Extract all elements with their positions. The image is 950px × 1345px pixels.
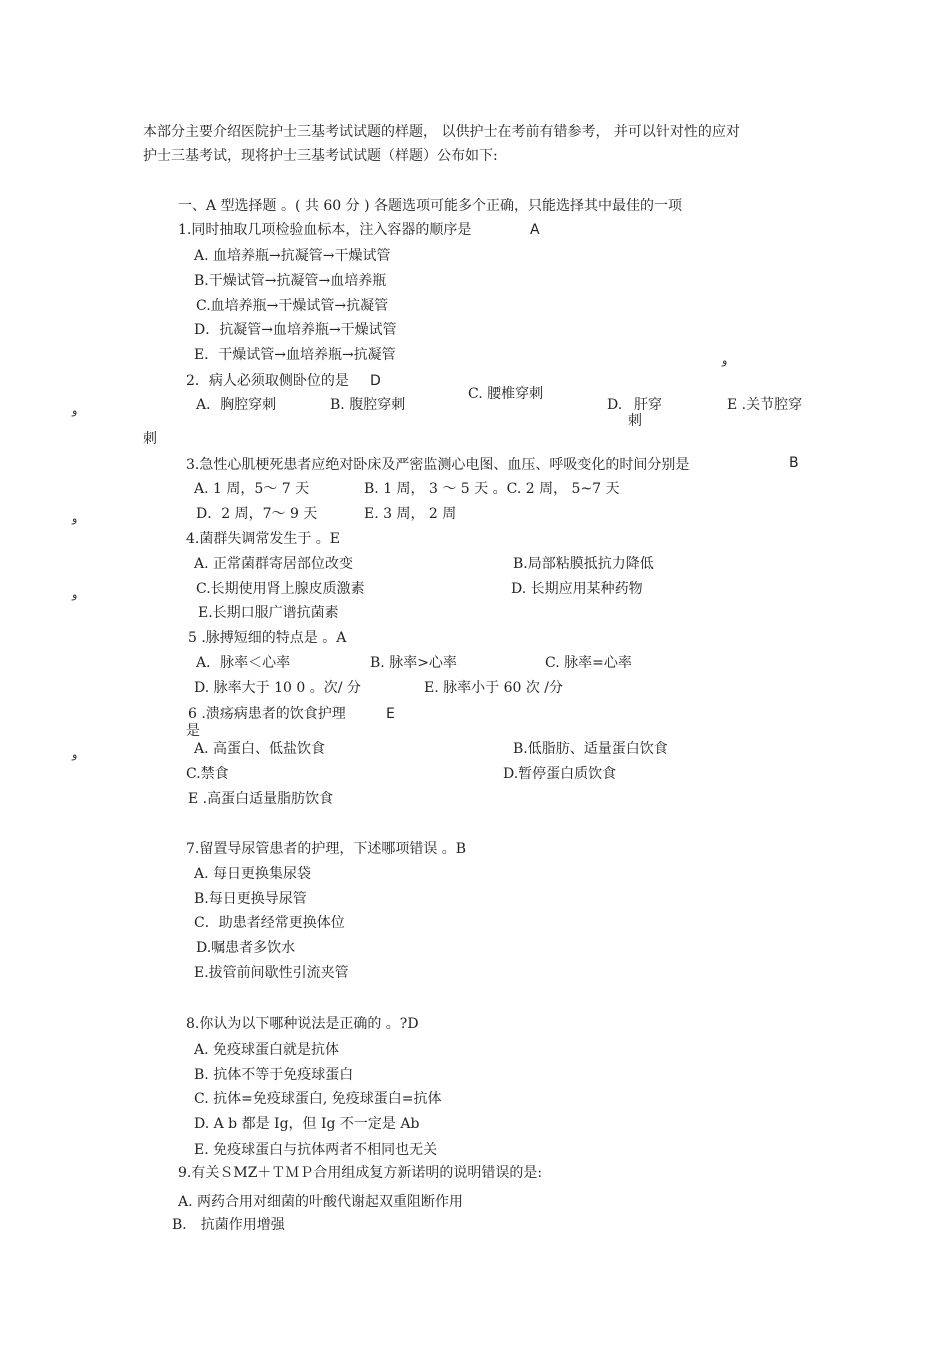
- section-heading: 一、A 型选择题 。( 共 60 分 ) 各题选项可能多个正确，只能选择其中最佳的一项: [178, 198, 682, 214]
- q3-answer: B: [789, 455, 799, 471]
- stray-mark: و: [72, 588, 78, 601]
- q8-option-c: C. 抗体=免疫球蛋白, 免疫球蛋白=抗体: [194, 1091, 442, 1107]
- q2-option-e-wrap: 刺: [143, 431, 157, 447]
- q6-stem-wrap: 是: [186, 723, 200, 739]
- q1-answer: A: [530, 222, 540, 238]
- q6-option-c: C.禁食: [186, 766, 229, 782]
- q2-option-d-letter: D.: [607, 397, 623, 413]
- q5-option-e: E. 脉率小于 60 次 /分: [424, 680, 564, 696]
- q1-option-c: C.血培养瓶→干燥试管→抗凝管: [196, 298, 389, 314]
- q9-stem: 9.有关ＳMZ＋ＴＭＰ合用组成复方新诺明的说明错误的是:: [178, 1165, 543, 1181]
- q6-option-b: B.低脂肪、适量蛋白饮食: [513, 741, 668, 757]
- q7-option-c: C．助患者经常更换体位: [194, 915, 345, 931]
- q6-answer: E: [386, 706, 395, 722]
- q3-stem: 3.急性心肌梗死患者应绝对卧床及严密监测心电图、血压、呼吸变化的时间分别是: [186, 457, 690, 473]
- q7-option-d: D.嘱患者多饮水: [196, 940, 296, 956]
- q2-option-d-wrap: 刺: [628, 413, 642, 429]
- q2-option-e: E .关节腔穿: [727, 397, 803, 413]
- stray-mark: و: [722, 354, 728, 367]
- stray-mark: و: [72, 404, 78, 417]
- q5-option-d: D. 脉率大于 10 0 。次/ 分: [194, 680, 361, 696]
- q5-option-a: A．脉率＜心率: [196, 655, 291, 671]
- q7-stem: 7.留置导尿管患者的护理，下述哪项错误 。B: [186, 841, 467, 857]
- q8-option-a: A. 免疫球蛋白就是抗体: [194, 1042, 340, 1058]
- q3-option-a: A. 1 周，5～ 7 天: [194, 481, 310, 497]
- q8-option-b: B. 抗体不等于免疫球蛋白: [194, 1067, 354, 1083]
- q2-stem: 2．病人必须取侧卧位的是: [186, 373, 349, 389]
- q3-option-d: D．2 周，7～ 9 天: [196, 506, 318, 522]
- q4-option-d: D. 长期应用某种药物: [511, 581, 643, 597]
- q4-stem: 4.菌群失调常发生于 。E: [186, 531, 341, 547]
- q3-option-b-c: B. 1 周， 3 ～ 5 天 。C. 2 周， 5~7 天: [364, 481, 620, 497]
- q7-option-a: A. 每日更换集尿袋: [194, 866, 312, 882]
- q6-option-e: E .高蛋白适量脂肪饮食: [188, 791, 334, 807]
- q6-option-a: A. 高蛋白、低盐饮食: [194, 741, 326, 757]
- q1-stem: 1.同时抽取几项检验血标本，注入容器的顺序是: [178, 222, 472, 238]
- q8-option-e: E. 免疫球蛋白与抗体两者不相同也无关: [194, 1142, 438, 1158]
- q5-stem: 5 .脉搏短细的特点是 。A: [188, 630, 347, 646]
- q2-option-c: C. 腰椎穿刺: [468, 386, 544, 402]
- q1-option-d: D．抗凝管→血培养瓶→干燥试管: [194, 322, 397, 338]
- q1-option-b: B.干燥试管→抗凝管→血培养瓶: [194, 273, 387, 289]
- q4-option-b: B.局部粘膜抵抗力降低: [513, 556, 654, 572]
- q7-option-b: B.每日更换导尿管: [194, 891, 307, 907]
- q4-option-e: E.长期口服广谱抗菌素: [198, 605, 339, 621]
- q1-option-e: E．干燥试管→血培养瓶→抗凝管: [194, 347, 396, 363]
- q4-option-c: C.长期使用肾上腺皮质激素: [196, 581, 365, 597]
- q4-option-a: A. 正常菌群寄居部位改变: [194, 556, 354, 572]
- q2-option-d-text: 肝穿: [634, 397, 662, 413]
- q7-option-e: E.拔管前间歇性引流夹管: [194, 965, 349, 981]
- stray-mark: و: [72, 512, 78, 525]
- q2-option-a: A．胸腔穿刺: [196, 397, 277, 413]
- q5-option-c: C. 脉率=心率: [545, 655, 632, 671]
- q3-option-e: E. 3 周， 2 周: [364, 506, 457, 522]
- q9-option-b: B． 抗菌作用增强: [172, 1217, 285, 1233]
- stray-mark: و: [72, 748, 78, 761]
- intro-line-2: 护士三基考试，现将护士三基考试试题（样题）公布如下:: [143, 148, 498, 164]
- q8-option-d: D. A b 都是 Ig，但 Ig 不一定是 Ab: [194, 1116, 420, 1132]
- q2-answer: D: [370, 373, 381, 389]
- q8-stem: 8.你认为以下哪种说法是正确的 。?D: [186, 1016, 419, 1032]
- q9-option-a: A. 两药合用对细菌的叶酸代谢起双重阻断作用: [178, 1194, 464, 1210]
- q6-stem: 6 .溃疡病患者的饮食护理: [188, 706, 346, 722]
- q2-option-b: B. 腹腔穿刺: [330, 397, 406, 413]
- q1-option-a: A. 血培养瓶→抗凝管→干燥试管: [194, 248, 391, 264]
- intro-line-1: 本部分主要介绍医院护士三基考试试题的样题， 以供护士在考前有错参考， 并可以针对性的应对: [143, 124, 740, 140]
- q6-option-d: D.暂停蛋白质饮食: [503, 766, 617, 782]
- q5-option-b: B. 脉率>心率: [370, 655, 457, 671]
